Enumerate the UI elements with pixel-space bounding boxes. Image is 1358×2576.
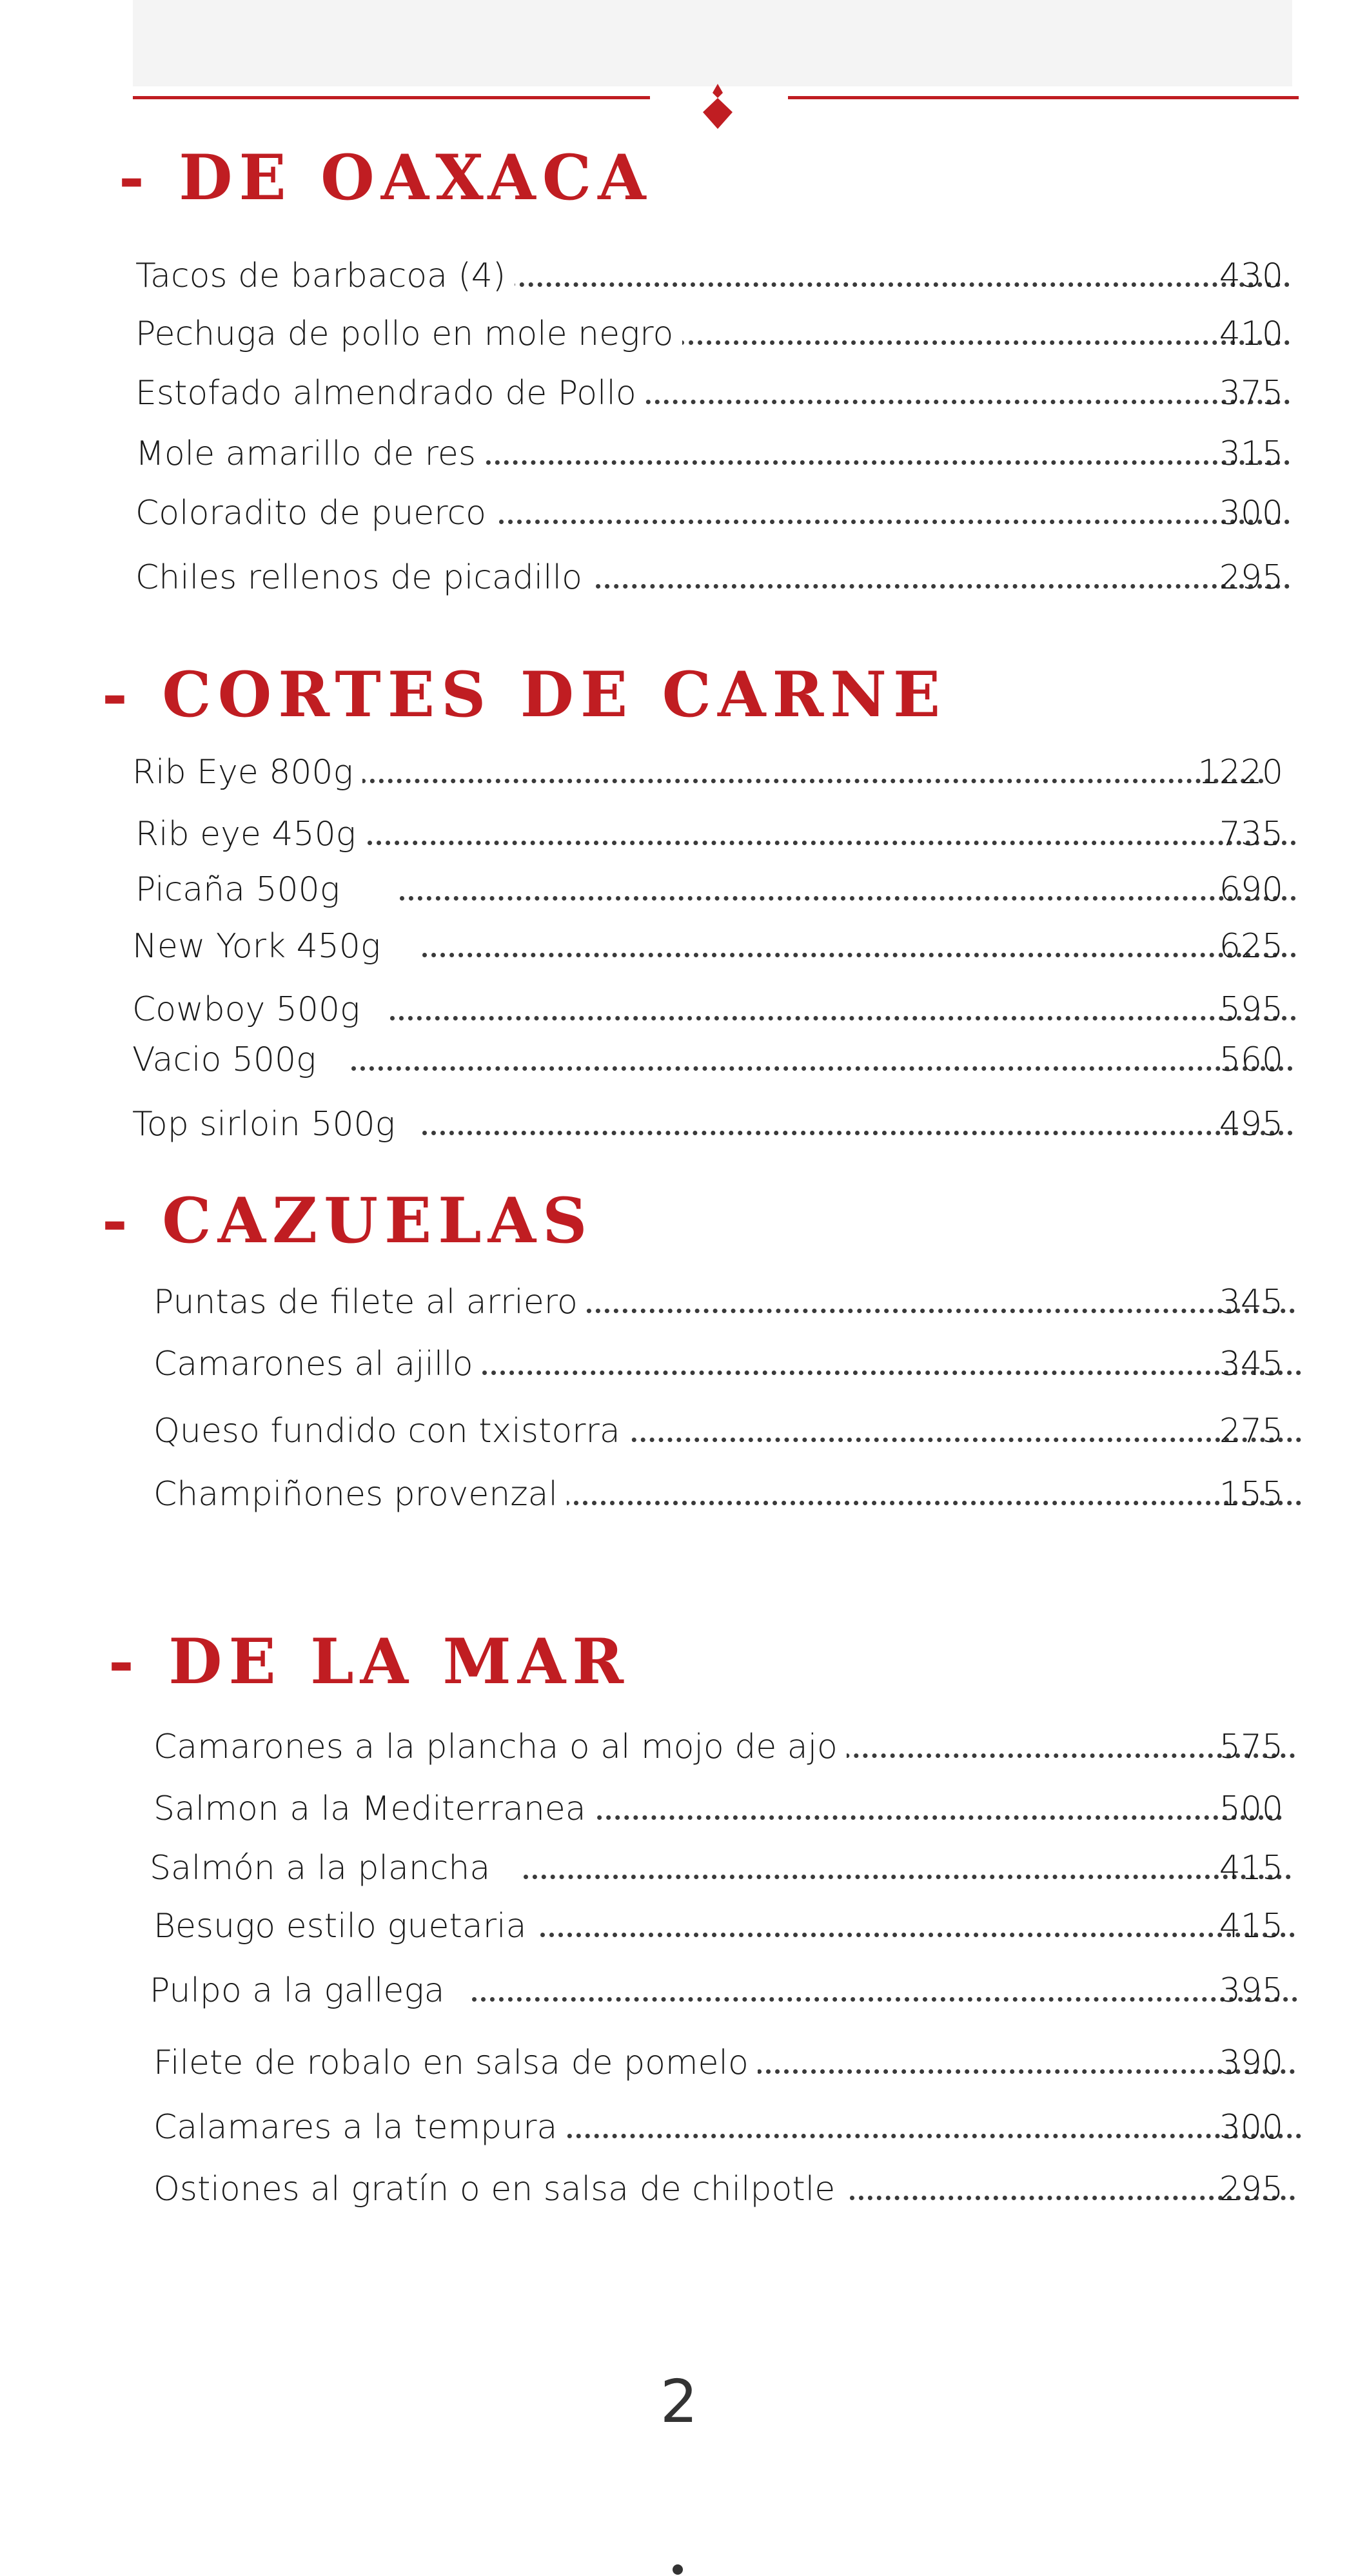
- item-price: 595: [1219, 990, 1283, 1029]
- dot-leader: [477, 460, 1290, 465]
- item-price: 415: [1219, 1907, 1283, 1946]
- item-name: Salmon a la Mediterranea: [153, 1783, 595, 1835]
- item-name: Camarones al ajillo: [153, 1338, 482, 1390]
- menu-item: [132, 1098, 1283, 1150]
- dot-leader: [368, 841, 1296, 845]
- dot-leader: [619, 400, 1290, 404]
- item-price: 390: [1219, 2044, 1283, 2082]
- dot-leader: [547, 1501, 1301, 1505]
- item-price: 295: [1219, 558, 1283, 597]
- menu-item: [153, 1276, 1283, 1328]
- item-price: 300: [1219, 2108, 1283, 2147]
- menu-item: [135, 308, 1283, 360]
- dot-leader: [587, 584, 1290, 589]
- menu-item: [150, 1965, 1283, 2016]
- item-price: 275: [1219, 1412, 1283, 1450]
- item-price: 575: [1219, 1728, 1283, 1766]
- item-name: Calamares a la tempura: [153, 2102, 566, 2153]
- item-name: Chiles rellenos de picadillo: [135, 552, 591, 603]
- menu-item: [132, 1034, 1283, 1086]
- dot-leader: [540, 2134, 1301, 2138]
- item-price: 415: [1219, 1849, 1283, 1888]
- menu-item: [153, 2102, 1283, 2153]
- item-name: Filete de robalo en salsa de pomelo: [153, 2037, 758, 2089]
- dot-leader: [524, 1875, 1291, 1879]
- menu-item: [135, 250, 1283, 302]
- item-price: 560: [1219, 1040, 1283, 1079]
- dot-leader: [579, 1815, 1282, 1820]
- item-name: Mole amarillo de res: [135, 428, 485, 480]
- menu-item: [153, 1783, 1283, 1835]
- menu-item: [135, 367, 1283, 419]
- item-name: Rib Eye 800g: [132, 746, 362, 798]
- dot-leader: [490, 520, 1290, 524]
- menu-item: [132, 746, 1283, 798]
- dot-leader: [400, 896, 1296, 901]
- menu-item: [132, 921, 1283, 972]
- item-name: Pulpo a la gallega: [150, 1965, 453, 2016]
- item-name: New York 450g: [132, 921, 389, 972]
- menu-item: [150, 1842, 1283, 1894]
- item-name: Queso fundido con txistorra: [153, 1405, 629, 1457]
- dot-leader: [482, 1371, 1301, 1375]
- menu-item: [135, 864, 1283, 915]
- dot-leader: [580, 340, 1290, 345]
- item-price: 410: [1219, 315, 1283, 353]
- item-name: Cowboy 500g: [132, 984, 369, 1035]
- dot-leader: [422, 953, 1296, 957]
- item-price: 1220: [1197, 753, 1283, 792]
- dot-leader: [721, 2069, 1295, 2074]
- section-heading-cortes-de-carne: - CORTES DE CARNE: [102, 658, 947, 731]
- menu-item: [153, 1900, 1283, 1952]
- menu-item: [153, 1338, 1283, 1390]
- item-name: Salmón a la plancha: [150, 1842, 499, 1894]
- item-price: 345: [1219, 1283, 1283, 1322]
- item-price: 345: [1219, 1345, 1283, 1383]
- item-name: Rib eye 450g: [135, 808, 365, 860]
- divider-line-right: [788, 96, 1299, 99]
- item-price: 300: [1219, 494, 1283, 532]
- menu-item: [135, 552, 1283, 603]
- item-price: 690: [1219, 870, 1283, 909]
- item-name: Ostiones al gratín o en salsa de chilpotle: [153, 2163, 844, 2215]
- section-heading-de-oaxaca: - DE OAXACA: [119, 141, 653, 214]
- item-price: 295: [1219, 2170, 1283, 2209]
- bottom-dot: [673, 2564, 683, 2575]
- item-price: 155: [1219, 1475, 1283, 1514]
- menu-item: [153, 1469, 1283, 1520]
- item-name: Coloradito de puerco: [135, 487, 495, 539]
- item-price: 735: [1219, 815, 1283, 854]
- item-price: 395: [1219, 1971, 1283, 2010]
- item-price: 495: [1219, 1105, 1283, 1144]
- item-name: Puntas de filete al arriero: [153, 1276, 587, 1328]
- item-name: Estofado almendrado de Pollo: [135, 367, 645, 419]
- diamond-drop-icon: [702, 84, 734, 129]
- item-name: Pechuga de pollo en mole negro: [135, 308, 682, 360]
- divider-line-left: [133, 96, 650, 99]
- menu-item: [135, 487, 1283, 539]
- section-heading-cazuelas: - CAZUELAS: [102, 1184, 594, 1257]
- dot-leader: [351, 1066, 1293, 1071]
- dot-leader: [560, 1309, 1295, 1313]
- item-name: Tacos de barbacoa (4): [135, 250, 515, 302]
- menu-item: [135, 428, 1283, 480]
- dot-leader: [361, 779, 1264, 783]
- item-price: 625: [1219, 927, 1283, 966]
- item-name: Camarones a la plancha o al mojo de ajo: [153, 1721, 847, 1773]
- item-price: 500: [1219, 1790, 1283, 1828]
- page-number: 2: [660, 2367, 698, 2436]
- section-heading-de-la-mar: - DE LA MAR: [108, 1625, 631, 1698]
- dot-leader: [422, 1131, 1293, 1135]
- dot-leader: [390, 1016, 1296, 1020]
- item-name: Vacio 500g: [132, 1034, 325, 1086]
- item-name: Besugo estilo guetaria: [153, 1900, 535, 1952]
- menu-item: [153, 2163, 1283, 2215]
- item-name: Top sirloin 500g: [132, 1098, 404, 1150]
- menu-item: [153, 2037, 1283, 2089]
- item-price: 430: [1219, 257, 1283, 295]
- dot-leader: [605, 1438, 1301, 1442]
- menu-item: [132, 984, 1283, 1035]
- item-name: Champiñones provenzal: [153, 1469, 567, 1520]
- menu-item: [153, 1721, 1283, 1773]
- item-price: 375: [1219, 374, 1283, 413]
- item-price: 315: [1219, 434, 1283, 473]
- top-band: [133, 0, 1292, 86]
- dot-leader: [472, 1997, 1297, 2002]
- dot-leader: [540, 1933, 1295, 1937]
- menu-item: [135, 808, 1283, 860]
- menu-item: [153, 1405, 1283, 1457]
- dot-leader: [484, 282, 1290, 287]
- item-name: Picaña 500g: [135, 864, 349, 915]
